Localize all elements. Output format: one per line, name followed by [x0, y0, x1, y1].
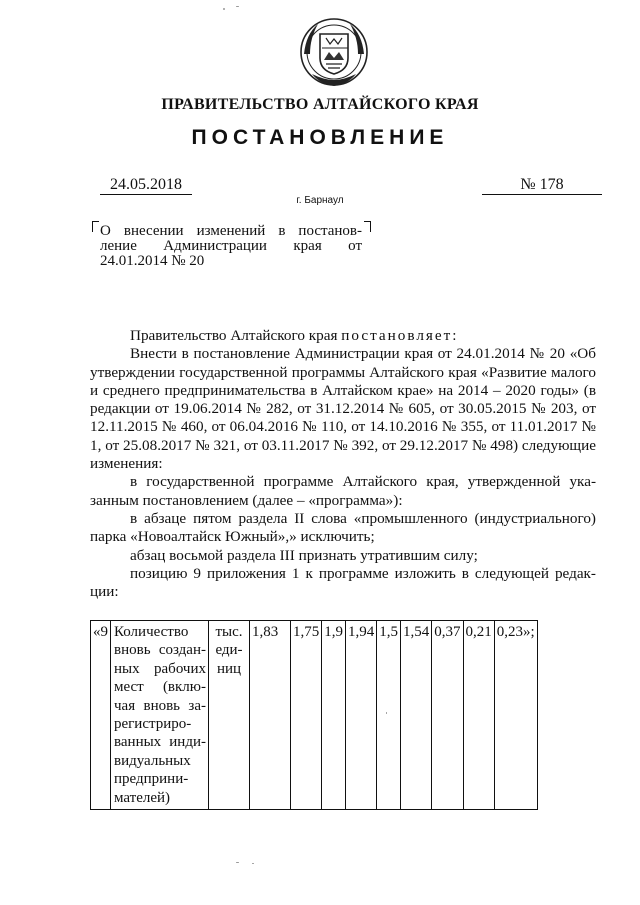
value-cell: 0,21 [463, 621, 494, 810]
value-cell: 1,5 [377, 621, 401, 810]
value-cell: 0,37 [432, 621, 463, 810]
document-date: 24.05.2018 [100, 176, 192, 195]
section-two-paragraph: в абзаце пятом раздела II слова «промышленного (индустриального) парка «Новоалтайск Южный»,» исключить; [90, 509, 596, 546]
city-label: г. Барнаул [296, 195, 344, 206]
subject-line-1: О внесении изменений в постанов- [100, 223, 362, 239]
indicator-name: Количество вновь создан-ных рабочих мест (вклю-чая вновь за-регистриро-ванных инди-видуальных предприни-мателей) [111, 621, 209, 810]
subject-bracket-left [92, 221, 99, 232]
appendix-paragraph: позицию 9 приложения 1 к программе изложить в следующей редак-ции: [90, 564, 596, 601]
subject-bracket-right [364, 221, 371, 232]
document-type: ПОСТАНОВЛЕНИЕ [191, 126, 449, 149]
value-cell: 1,94 [346, 621, 377, 810]
section-three-paragraph: абзац восьмой раздела III признать утратившим силу; [130, 546, 478, 564]
document-subject [100, 224, 362, 269]
resolution-paragraph [90, 327, 596, 345]
document-body [90, 327, 596, 601]
resolution-verb: постановляет: [341, 327, 459, 344]
position-table [90, 620, 538, 810]
scan-speck [236, 6, 239, 7]
value-cell: 0,23»; [494, 621, 537, 810]
unit-cell: тыс. еди-ниц [209, 621, 250, 810]
scan-speck [236, 862, 239, 863]
program-paragraph: в государственной программе Алтайского края, утвержденной ука-занным постановлением (далее – «программа»): [90, 473, 596, 509]
value-cell: 1,75 [291, 621, 322, 810]
value-cell: 1,54 [401, 621, 432, 810]
document-number: № 178 [482, 176, 602, 195]
amendment-paragraph: Внести в постановление Администрации края от 24.01.2014 № 20 «Об утверждении государственной программы Алтайского края «Развитие малого и среднего предпринимательства в Алтайском крае» на 2014 – 2020 годы» (в редакции от 19.06.2014 № 282, от 31.12.2014 № 605, от 30.05.2015 № 203, от 12.11.2015 № 460, от 06.04.2016 № 110, от 14.10.2016 № 355, от 11.01.2017 № 1, от 25.08.2017 № 321, от 03.11.2017 № 392, от 29.12.2017 № 498) следующие изменения: [90, 345, 596, 473]
table-row [91, 621, 538, 810]
scan-speck [386, 712, 387, 714]
value-cell: 1,83 [250, 621, 291, 810]
position-number: «9 [91, 621, 111, 810]
resolution-prefix: Правительство Алтайского края [130, 327, 342, 344]
coat-of-arms-icon [296, 14, 372, 90]
government-title: ПРАВИТЕЛЬСТВО АЛТАЙСКОГО КРАЯ [161, 96, 479, 113]
scan-speck [252, 863, 254, 864]
scan-speck [223, 8, 225, 10]
subject-line-3: 24.01.2014 № 20 [100, 253, 205, 269]
subject-line-2: ление Администрации края от [100, 238, 362, 254]
value-cell: 1,9 [322, 621, 346, 810]
